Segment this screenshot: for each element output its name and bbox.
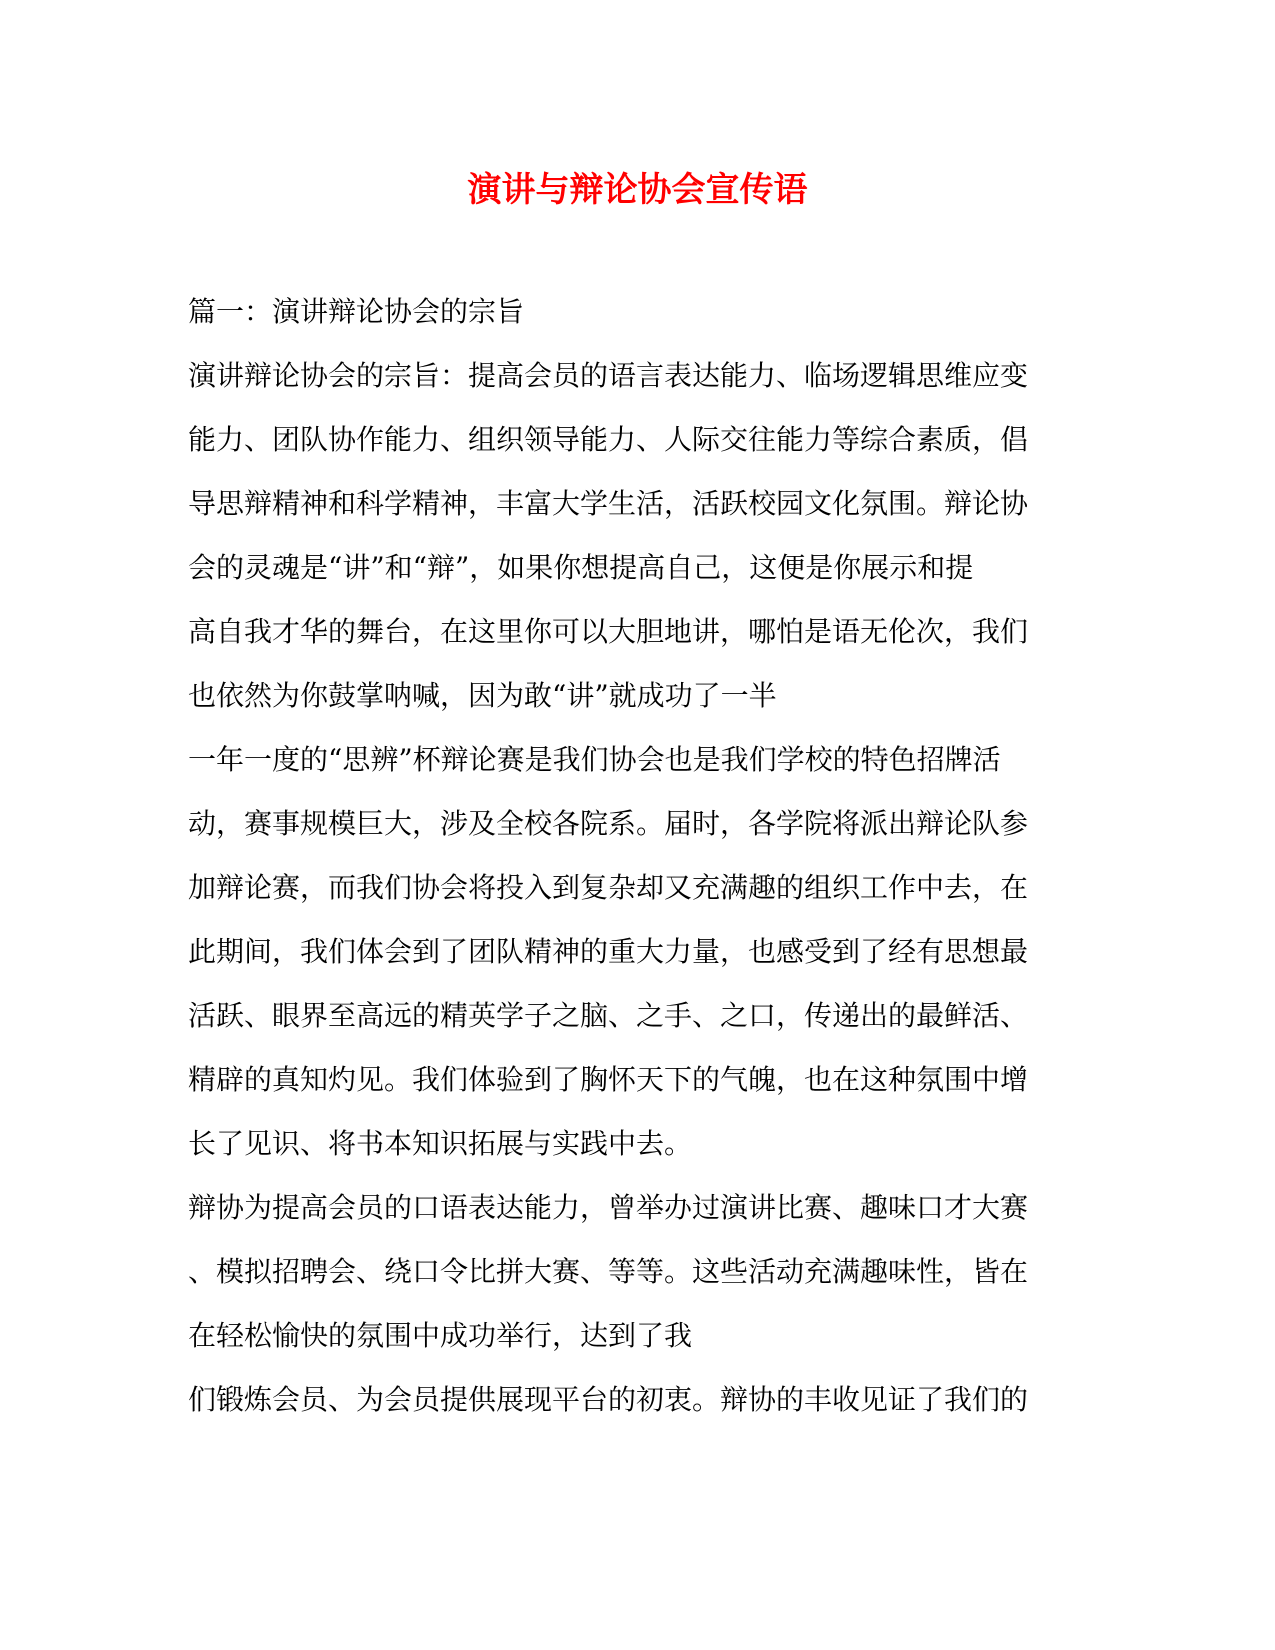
text-line: 能力、团队协作能力、组织领导能力、人际交往能力等综合素质，倡 (188, 423, 1029, 456)
text-line: 精辟的真知灼见。我们体验到了胸怀天下的气魄，也在这种氛围中增 (188, 1063, 1029, 1096)
text-line: 们锻炼会员、为会员提供展现平台的初衷。辩协的丰收见证了我们的 (188, 1383, 1029, 1416)
text-line: 此期间，我们体会到了团队精神的重大力量，也感受到了经有思想最 (188, 935, 1029, 968)
text-line: 动，赛事规模巨大，涉及全校各院系。届时，各学院将派出辩论队参 (188, 807, 1029, 840)
text-line: 导思辩精神和科学精神，丰富大学生活，活跃校园文化氛围。辩论协 (188, 487, 1029, 520)
document-body (188, 280, 1068, 1432)
text-line: 也依然为你鼓掌呐喊，因为敢“讲”就成功了一半 (188, 679, 777, 712)
text-line: 演讲辩论协会的宗旨：提高会员的语言表达能力、临场逻辑思维应变 (188, 359, 1029, 392)
text-line: 在轻松愉快的氛围中成功举行，达到了我 (188, 1319, 693, 1352)
text-line: 会的灵魂是“讲”和“辩”，如果你想提高自己，这便是你展示和提 (188, 551, 974, 584)
document-title: 演讲与辩论协会宣传语 (467, 170, 808, 210)
text-line: 、模拟招聘会、绕口令比拼大赛、等等。这些活动充满趣味性，皆在 (188, 1255, 1029, 1288)
section-heading: 篇一：演讲辩论协会的宗旨 (188, 295, 525, 328)
text-line: 加辩论赛，而我们协会将投入到复杂却又充满趣的组织工作中去，在 (188, 871, 1029, 904)
text-line: 长了见识、将书本知识拓展与实践中去。 (188, 1127, 693, 1160)
text-line: 高自我才华的舞台，在这里你可以大胆地讲，哪怕是语无伦次，我们 (188, 615, 1029, 648)
text-line: 一年一度的“思辨”杯辩论赛是我们协会也是我们学校的特色招牌活 (188, 743, 1001, 776)
text-line: 辩协为提高会员的口语表达能力，曾举办过演讲比赛、趣味口才大赛 (188, 1191, 1029, 1224)
text-line: 活跃、眼界至高远的精英学子之脑、之手、之口，传递出的最鲜活、 (188, 999, 1029, 1032)
